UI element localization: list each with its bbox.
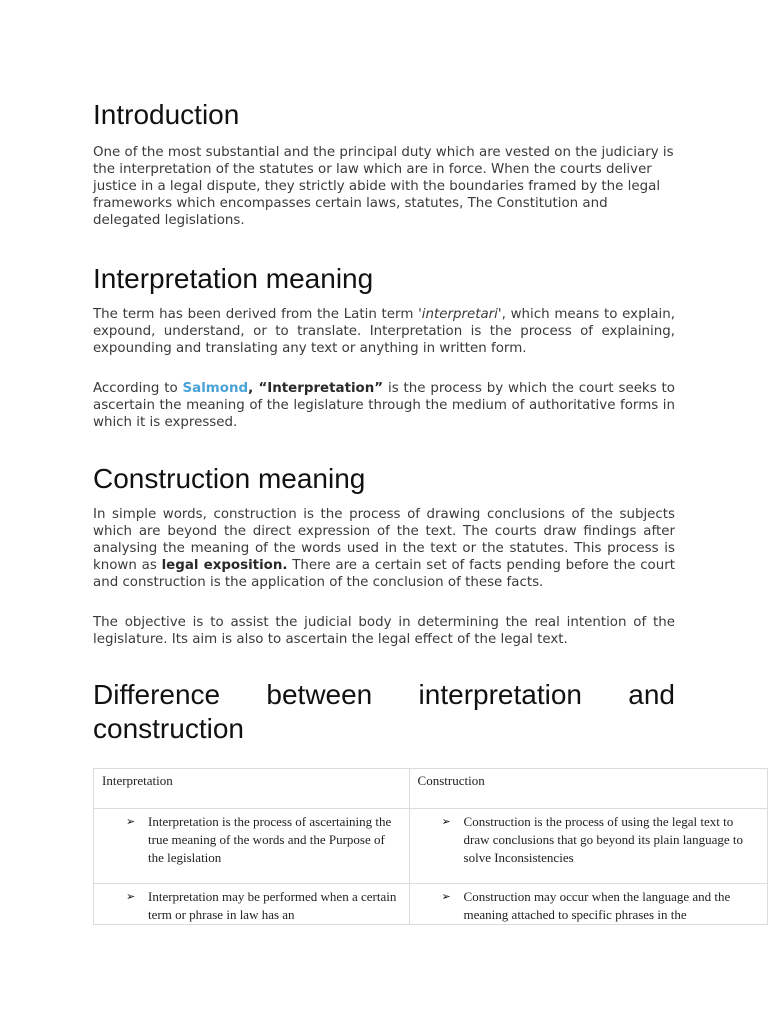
- table-cell: [409, 809, 767, 884]
- table-header-interpretation: Interpretation: [94, 769, 410, 809]
- interpretation-paragraph-1: The term has been derived from the Latin term 'interpretari', which means to explain, expound, understand, or to translate. Interpretation is the process of explaining, expounding and translating any text or anything in written form.: [93, 307, 675, 356]
- comparison-table: [93, 768, 768, 925]
- list-item: ➢ Construction is the process of using the legal text to draw conclusions that go beyond its plain language to solve Inconsistencies: [441, 814, 743, 865]
- arrow-bullet-icon: ➢: [441, 816, 451, 828]
- interpretation-paragraph-2: According to Salmond, “Interpretation” is the process by which the court seeks to ascertain the meaning of the legislature through the medium of authoritative forms in which it is expressed.: [93, 381, 675, 430]
- document-body: [93, 98, 675, 746]
- arrow-bullet-icon: ➢: [441, 891, 451, 903]
- heading-introduction: Introduction: [93, 99, 240, 130]
- table-cell: [94, 884, 410, 925]
- legal-exposition-term: legal exposition.: [161, 558, 288, 573]
- construction-paragraph-1: In simple words, construction is the process of drawing conclusions of the subjects which are beyond the direct expression of the text. The courts draw findings after analysing the meaning of the words used in the text or the statutes. This process is known as legal exposition. There are a certain set of facts pending before the court and construction is the application of the conclusion of these facts.: [93, 507, 675, 590]
- construction-paragraph-2: The objective is to assist the judicial body in determining the real intention of the legislature. Its aim is also to ascertain the legal effect of the legal text.: [93, 615, 675, 647]
- heading-difference: Difference between interpretation and construction: [93, 679, 675, 744]
- intro-paragraph: One of the most substantial and the principal duty which are vested on the judiciary is the interpretation of the statutes or law which are in force. When the courts deliver justice in a legal dispute, they strictly abide with the boundaries framed by the legal frameworks which encompasses certain laws, statutes, The Constitution and delegated legislations.: [93, 145, 674, 228]
- list-item: ➢ Construction may occur when the language and the meaning attached to specific phrases in the: [441, 889, 731, 922]
- interpretation-quote: “Interpretation”: [258, 381, 384, 396]
- table-row: [94, 884, 768, 925]
- latin-term: 'interpretari': [418, 307, 502, 322]
- table-header-construction: Construction: [409, 769, 767, 809]
- list-item: ➢ Interpretation may be performed when a certain term or phrase in law has an: [126, 889, 397, 922]
- arrow-bullet-icon: ➢: [126, 891, 136, 903]
- heading-interpretation-meaning: Interpretation meaning: [93, 263, 374, 294]
- arrow-bullet-icon: ➢: [126, 816, 136, 828]
- salmond-link[interactable]: Salmond: [182, 381, 249, 396]
- table-cell: [94, 809, 410, 884]
- table-header-row: [94, 769, 768, 809]
- list-item: ➢ Interpretation is the process of ascertaining the true meaning of the words and the Purpose of the legislation: [126, 814, 392, 865]
- table-cell: [409, 884, 767, 925]
- heading-construction-meaning: Construction meaning: [93, 463, 366, 494]
- table-row: [94, 809, 768, 884]
